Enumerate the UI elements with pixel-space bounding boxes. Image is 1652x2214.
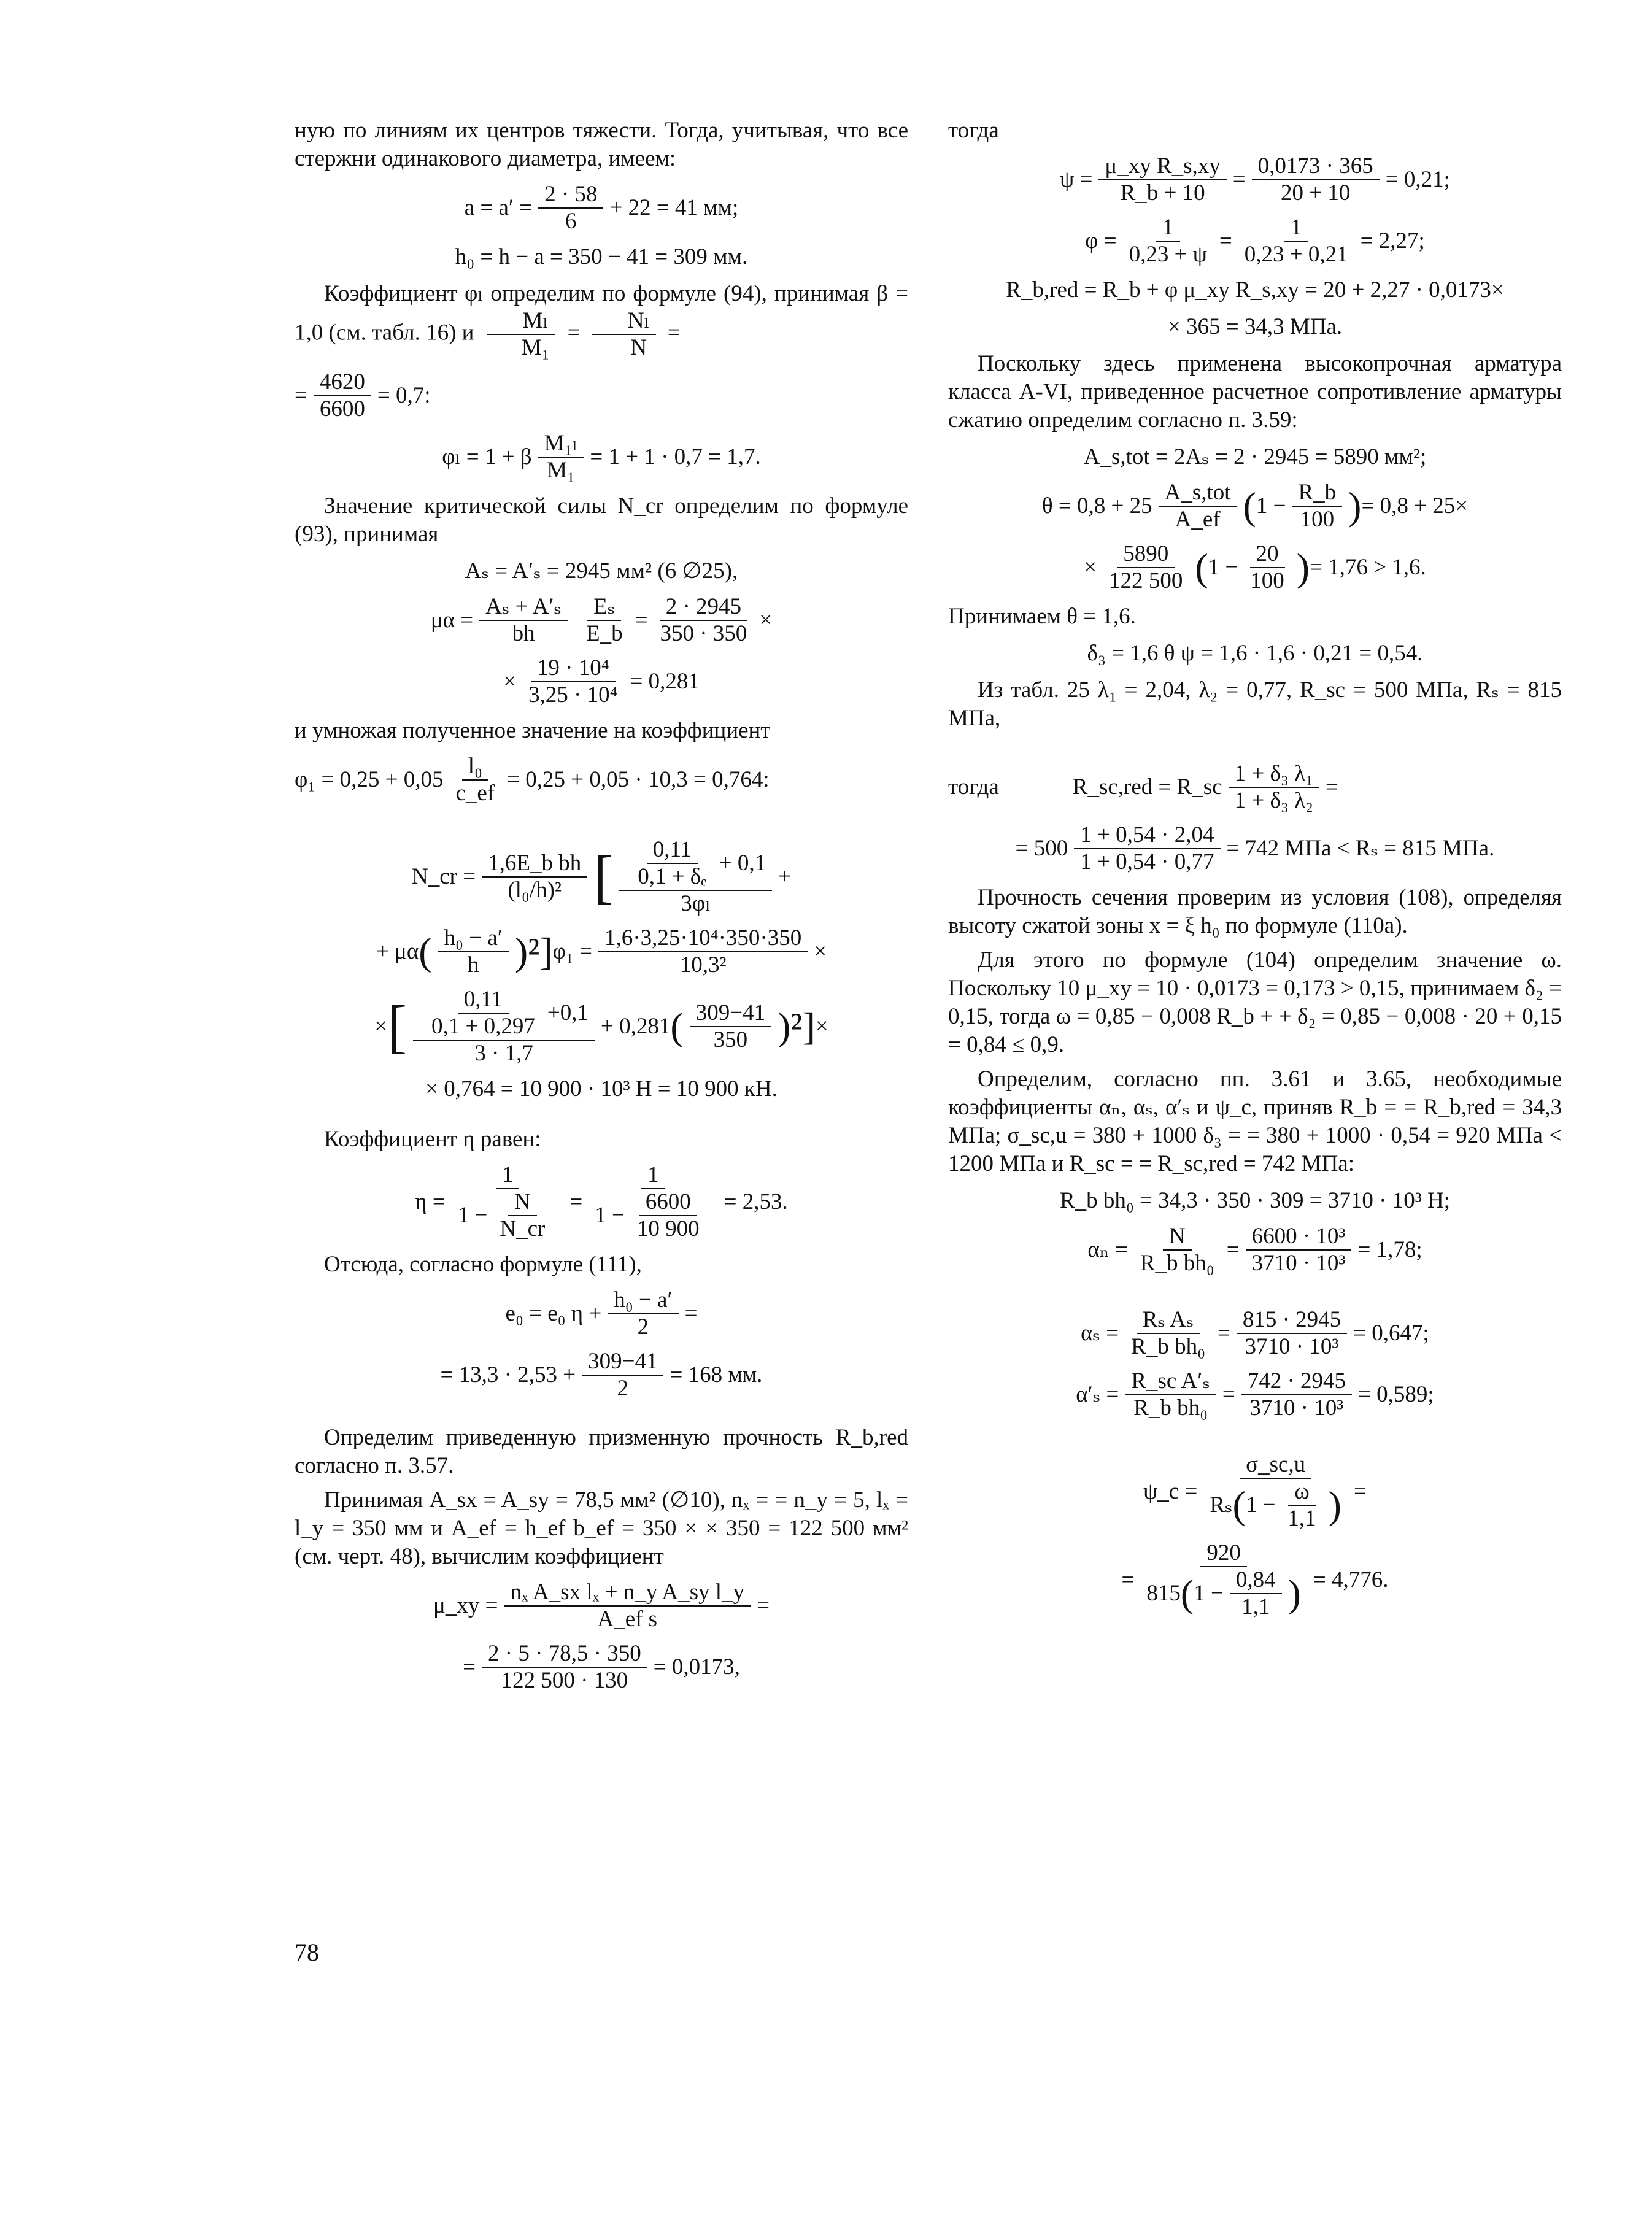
equation-h0: h₀ = h − a = 350 − 41 = 309 мм. [455,244,748,269]
equation-phi: φ = $\frac{1}{0,23 + \psi}$ = $\frac{1}{0,23 + 0,21}$ = 2,27; [1085,215,1425,267]
paragraph: и умножая полученное значение на коэффициент [295,718,771,743]
paragraph: тогда [948,118,999,143]
equation-rsc-result: = 500 $\frac{1 + 0,54 \cdot 2,04}{1 + 0,54 \cdot 0,77}$ = 742 МПа < Rₛ = 815 МПа. [1015,822,1495,874]
equation-psi: ψ = $\frac{\text{μ\_xy R\_s,xy}}{R\_b + 10}$ = $\frac{0,0173 \cdot 365}{20 + 10}$ = 0,21; [1060,153,1450,206]
left-column [295,117,908,1702]
equation-e0-result: = 13,3 · 2,53 + $\frac{309-41}{2}$ = 168 мм. [440,1349,763,1401]
equation-theta-result: × $\frac{5890}{122 500}$ ( 1 − $\frac{20}{100}$ ) = 1,76 > 1,6. [1084,541,1426,593]
equation-psi-c: ψ_c = σ_sc,u Rₛ ( 1 − $\frac{\omega}{1,1}$ ) = [1143,1452,1367,1531]
page-number: 78 [295,1938,319,1966]
equation-ncr-cont2: × [ 0,11 0,1 + 0,297 +0,1 3 · 1,7 + 0,281 ( 309−41 350 )²] × [374,987,828,1066]
paragraph: Значение критической силы N_cr определим по формуле (93), принимая [295,493,908,547]
equation-mu-alpha-cont: × $\frac{\text{19 · 10⁴}}{\text{3,25 · 10⁴}}$ = 0,281 [503,655,700,708]
equation-eta: η = 1 1 − $\frac{N}{N\_cr}$ = 1 1 − $\frac{6600}{10 900}$ = 2,53. [415,1162,788,1241]
paragraph: Отсюда, согласно формуле (111), [324,1252,642,1277]
equation-rsc: тогда R_sc,red = R_sc $\frac{\text{1 + δ₃ λ₁}}{\text{1 + δ₃ λ₂}}$ = [948,761,1338,813]
equation-ncr-result: × 0,764 = 10 900 · 10³ Н = 10 900 кН. [425,1076,778,1101]
paragraph: Коэффициент η равен: [324,1127,541,1152]
equation-ncr: N_cr = $\frac{\text{1,6E\_b bh}}{\text{(l₀/h)²}}$ [ 0,11 0,1 + δₑ + 0,1 3φₗ + [412,837,791,916]
paragraph: Для этого по формуле (104) определим значение ω. Поскольку 10 μ_xy = 10 · 0,0173 = 0,173 > 0,15, принимаем δ₂ = 0,15, тогда ω = 0,85 − 0,008 R_b + + δ₂ = 0,85 − 0,008 · 20 + 0,15 = 0,84 ≤ 0,9. [948,947,1562,1057]
paragraph: Поскольку здесь применена высокопрочная арматура класса A-VI, приведенное расчетное сопротивление арматуры сжатию определим согласно п. 3.59: [948,351,1562,433]
equation-rbbh0: R_b bh₀ = 34,3 · 350 · 309 = 3710 · 10³ Н; [1059,1188,1451,1213]
equation-alpha-s: αₛ = $\frac{\text{Rₛ Aₛ}}{\text{R\_b bh₀}}$ = $\frac{815 \cdot 2945}{\text{3710 · 10³}}$ = 0,647; [1081,1307,1429,1359]
equation-ratio: = $\frac{4620}{6600}$ = 0,7: [295,369,431,422]
paragraph: Определим приведенную призменную прочность R_b,red согласно п. 3.57. [295,1425,908,1478]
equation-ncr-cont: + μα ( h₀ − a′ h )²] φ₁ = $\frac{\text{1,6·3,25·10⁴·350·350}}{\text{10,3²}}$ × [376,925,827,978]
paragraph: Коэффициент φₗ определим по формуле (94), принимая β = 1,0 (см. табл. 16) и $\frac{\text{Mₗ}}{\text{M₁}}$ = $\frac{\text{Nₗ}}{N}$ = [295,281,908,360]
equation-a: a = a′ = $\frac{2 \cdot 58}{6}$ + 22 = 41 мм; [464,182,739,234]
equation-as: Aₛ = A′ₛ = 2945 мм² (6 ∅25), [465,558,738,584]
equation-rbred: R_b,red = R_b + φ μ_xy R_s,xy = 20 + 2,27 · 0,0173× [1006,277,1504,303]
paragraph: Из табл. 25 λ₁ = 2,04, λ₂ = 0,77, R_sc = 500 МПа, Rₛ = 815 МПа, [948,677,1562,731]
equation-alpha-n: αₙ = $\frac{N}{\text{R\_b bh₀}}$ = $\frac{\text{6600 · 10³}}{\text{3710 · 10³}}$ = 1,78; [1087,1224,1422,1276]
equation-alpha-s-prime: α′ₛ = $\frac{\text{R\_sc A′ₛ}}{\text{R\_b bh₀}}$ = $\frac{742 \cdot 2945}{\text{3710 · 10³}}$ = 0,589; [1076,1368,1434,1421]
equation-phi1: φ₁ = 0,25 + 0,05 $\frac{\text{l₀}}{c\_ef}$ = 0,25 + 0,05 · 10,3 = 0,764: [295,754,770,806]
right-column [948,117,1562,1629]
equation-rbred-result: × 365 = 34,3 МПа. [1167,314,1343,339]
paragraph: ную по линиям их центров тяжести. Тогда, учитывая, что все стержни одинакового диаметра, имеем: [295,118,908,171]
equation-phil: φₗ = 1 + β $\frac{\text{M₁ₗ}}{\text{M₁}}$ = 1 + 1 · 0,7 = 1,7. [442,431,761,483]
equation-astot: A_s,tot = 2Aₛ = 2 · 2945 = 5890 мм²; [1083,444,1427,469]
paragraph: Принимая A_sx = A_sy = 78,5 мм² (∅10), nₓ = = n_y = 5, lₓ = l_y = 350 мм и A_ef = h_ef b_ef = 350 × × 350 = 122 500 мм² (см. черт. 48), вычислим коэффициент [295,1487,908,1569]
equation-theta: θ = 0,8 + 25 A_s,tot A_ef ( 1 − $\frac{R\_b}{100}$ ) = 0,8 + 25× [1041,480,1469,532]
equation-psi-c-result: = 920 815 ( 1 − $\frac{0,84}{1,1}$ ) = 4,776. [1121,1540,1389,1619]
paragraph: Принимаем θ = 1,6. [948,604,1136,629]
equation-muxy-result: = $\frac{2 \cdot 5 \cdot 78,5 \cdot 350}{122 500 \cdot 130}$ = 0,0173, [463,1641,740,1693]
equation-delta3: δ₃ = 1,6 θ ψ = 1,6 · 1,6 · 0,21 = 0,54. [1087,641,1423,666]
equation-mu-alpha: μα = $\frac{\text{Aₛ + A′ₛ}}{bh}$ $\frac{\text{Eₛ}}{E\_b}$ = $\frac{2 \cdot 2945}{350 \cdot 350}$ × [430,594,773,646]
paragraph: Прочность сечения проверим из условия (108), определяя высоту сжатой зоны x = ξ h₀ по формуле (110а). [948,885,1562,938]
paragraph: Определим, согласно пп. 3.61 и 3.65, необходимые коэффициенты αₙ, αₛ, α′ₛ и ψ_c, приняв R_b = = R_b,red = 34,3 МПа; σ_sc,u = 380 + 1000 δ₃ = = 380 + 1000 · 0,54 = 920 МПа < 1200 МПа и R_sc = = R_sc,red = 742 МПа: [948,1066,1562,1176]
equation-muxy: μ_xy = $\frac{\text{nₓ A\_sx lₓ + n\_y A\_sy l\_y}}{\text{A\_ef s}}$ = [433,1580,770,1632]
equation-e0: e₀ = e₀ η + $\frac{\text{h₀ − a′}}{2}$ = [505,1287,698,1340]
